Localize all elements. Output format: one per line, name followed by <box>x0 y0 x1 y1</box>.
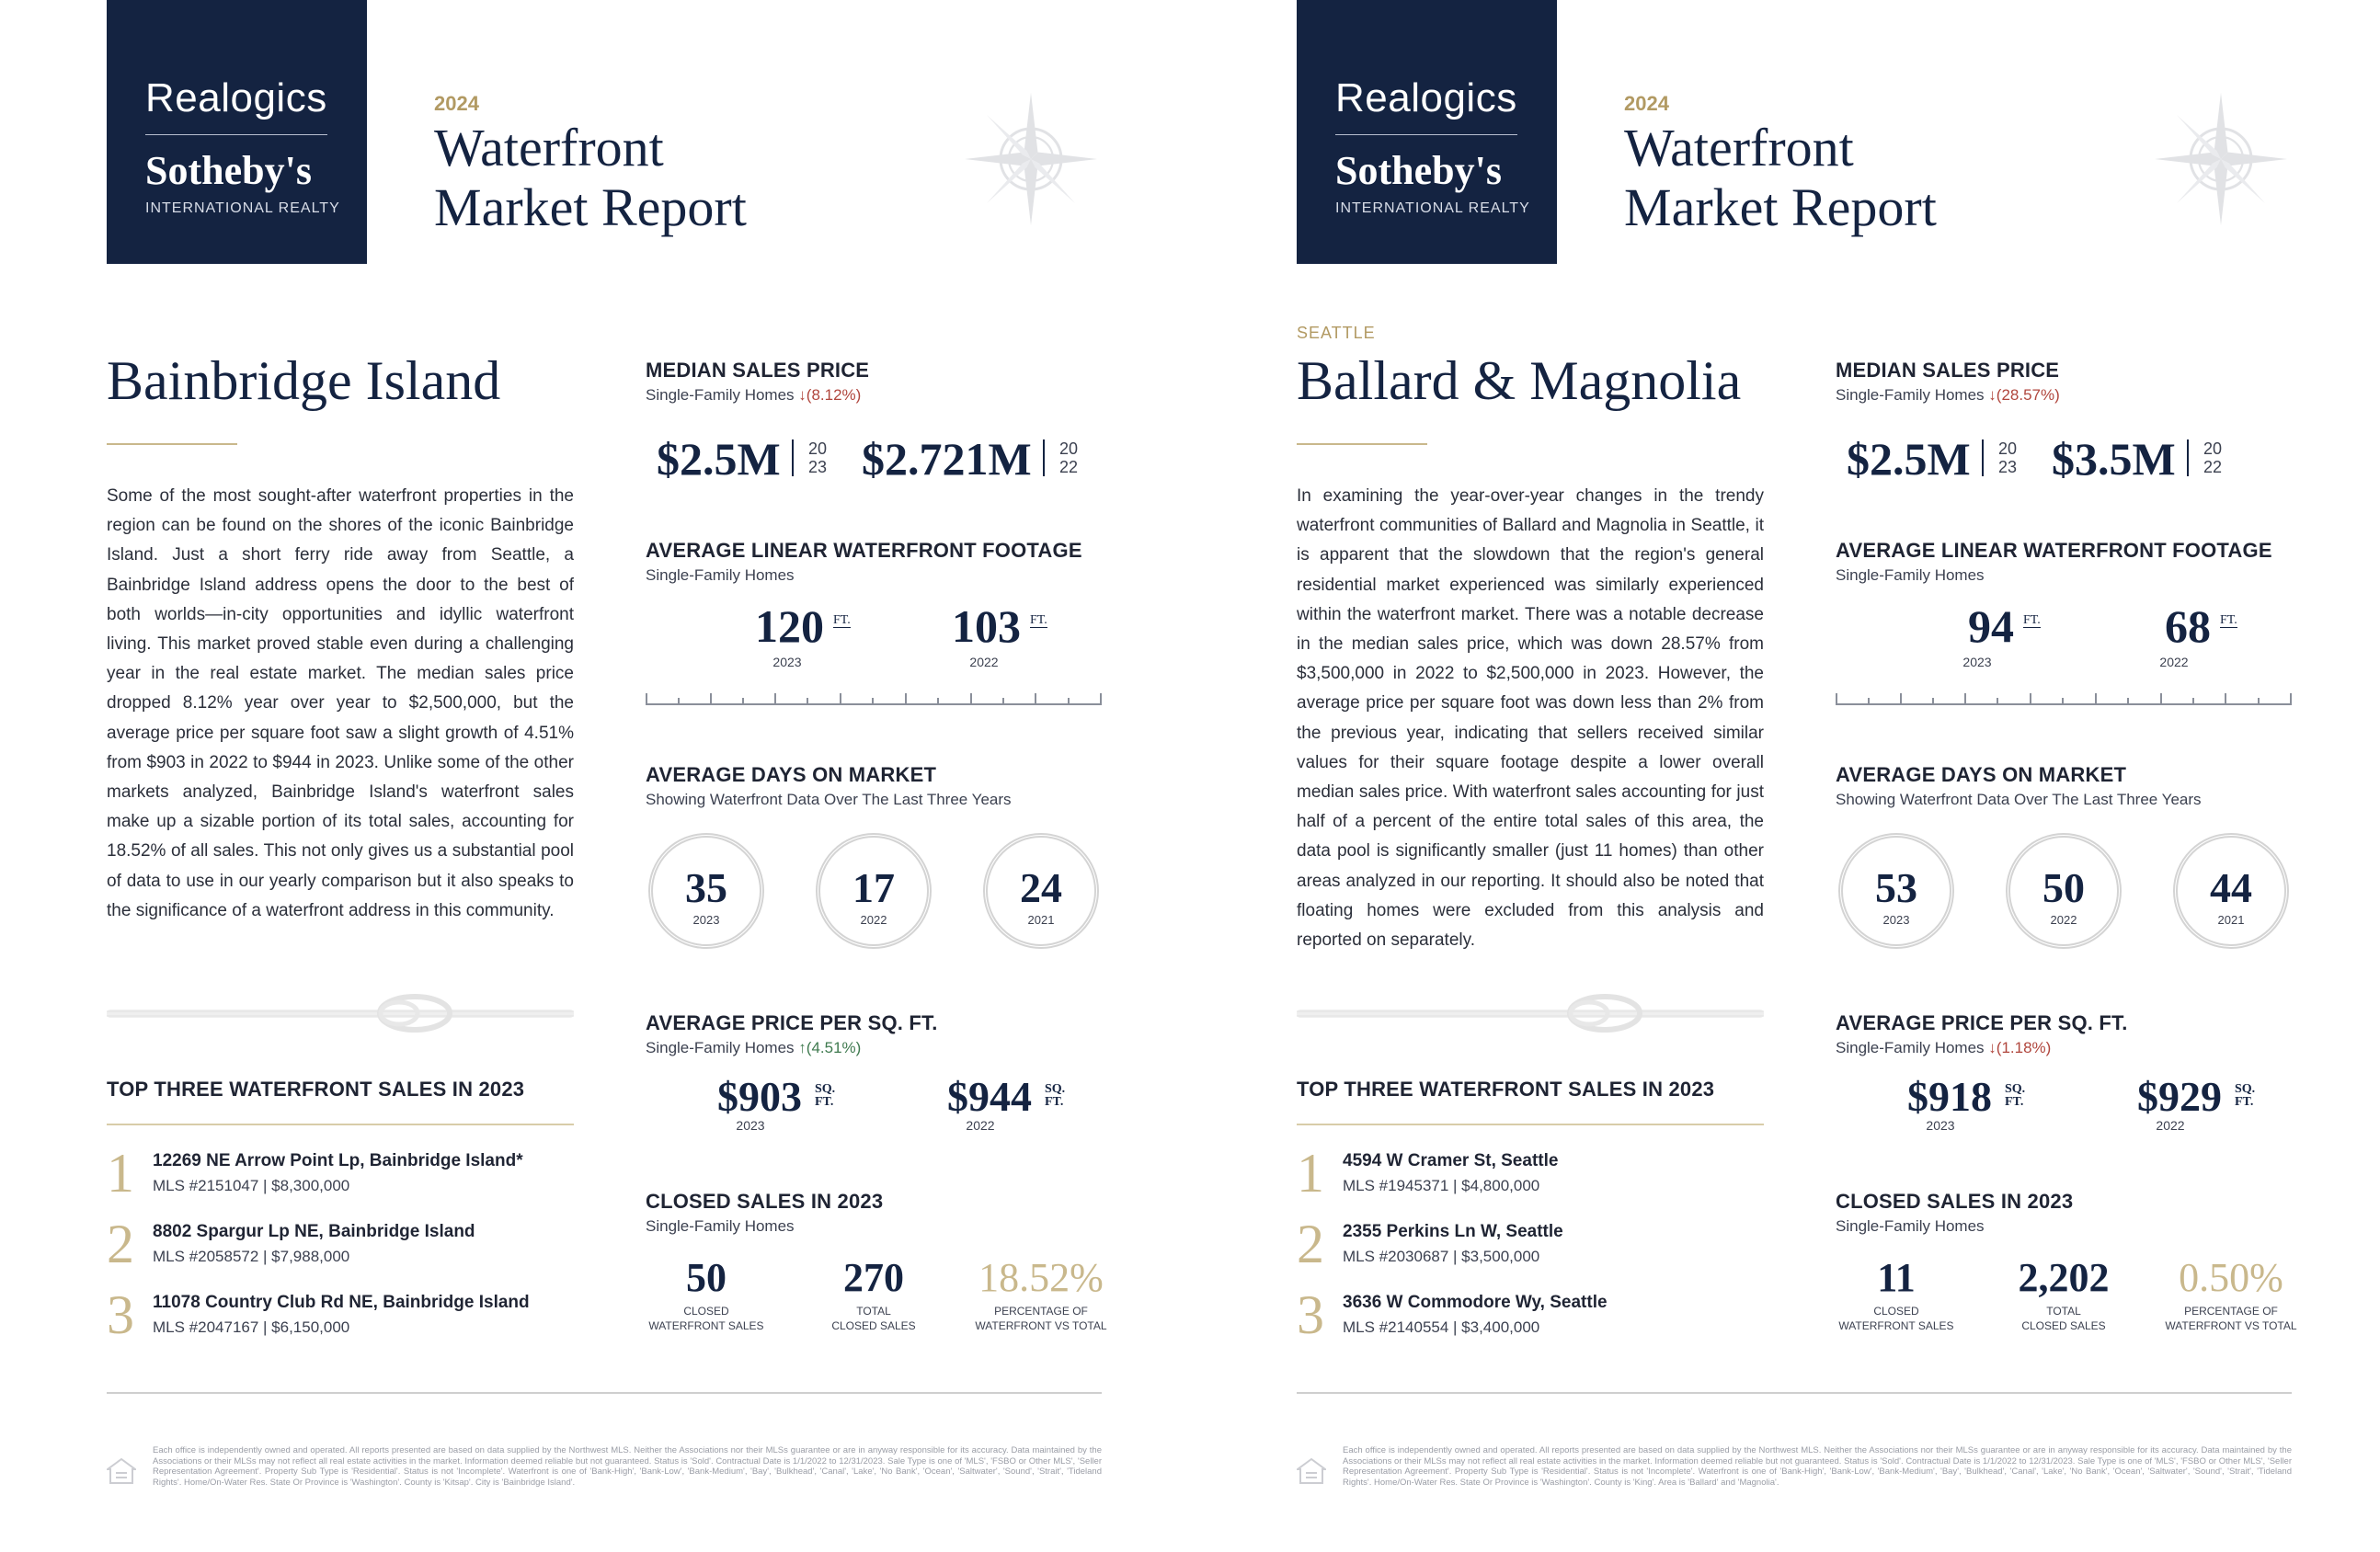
year-top: 20 <box>808 439 828 458</box>
realogics-sothebys-logo <box>107 0 367 264</box>
median-subtitle-text: Single-Family Homes <box>646 386 795 404</box>
days-value: 17 <box>852 864 895 911</box>
area-name: Bainbridge Island <box>107 350 501 411</box>
report-title-line1: Waterfront <box>1624 118 1854 177</box>
report-title-line2: Market Report <box>434 177 747 237</box>
label-line: WATERFRONT SALES <box>648 1319 764 1332</box>
label-line: CLOSED SALES <box>831 1319 916 1332</box>
days-value: 35 <box>685 864 727 911</box>
report-year: 2024 <box>1624 92 1669 115</box>
footage-value-2023: 94 <box>1968 600 2014 652</box>
top-sale-item <box>1297 1143 1775 1204</box>
median-year-2022 <box>2187 439 2222 476</box>
footage-value-2023: 120 <box>755 600 824 652</box>
closed-subtitle: Single-Family Homes <box>1836 1217 1985 1235</box>
equal-housing-icon <box>107 1458 136 1484</box>
top-sales-title: TOP THREE WATERFRONT SALES IN 2023 <box>107 1078 525 1101</box>
unit-top: SQ. <box>815 1082 836 1096</box>
unit-top: SQ. <box>1045 1082 1066 1096</box>
ppsf-value-2023: $903 <box>717 1073 802 1120</box>
closed-title: CLOSED SALES IN 2023 <box>646 1190 884 1213</box>
label-line: TOTAL <box>2046 1305 2081 1318</box>
ppsf-year-2022: 2022 <box>2156 1118 2185 1133</box>
report-title-line2: Market Report <box>1624 177 1937 237</box>
sale-mls: MLS #2047167 | $6,150,000 <box>153 1318 350 1336</box>
logo-sothebys: Sotheby's <box>1335 148 1502 193</box>
legal-disclaimer: Each office is independently owned and operated. All reports presented are based on data supplied by the Northwest MLS. Neither the Associations nor their MLSs guarantee or are in anyway responsible for its accuracy. Data maintained by the Associations or their MLSs may not reflect all real estate activities in the market. Information deemed reliable but not guaranteed. Status is 'Sold'. Contractual Date is 1/1/2022 to 12/31/2023. Sale Type is one of 'MLS', 'FSBO or Other MLS', 'Seller Representation Agreement'. Property Sub Type is 'Residential'. Status is not 'Incomplete'. Waterfront is one of 'Bank-High', 'Bank-Low', 'Bank-Medium', 'Bay', 'Bulkhead', 'Canal', 'Lake', 'No Bank', 'Ocean', 'Saltwater', 'Sound', 'Strait', 'Tideland Rights'. Home/On-Water Res. State Or Province is 'Washington'. County is 'King'. Area is 'Ballard' and 'Magnolia'. <box>1343 1445 2292 1488</box>
sale-address: 12269 NE Arrow Point Lp, Bainbridge Island* <box>153 1151 523 1170</box>
area-name: Ballard & Magnolia <box>1297 350 1742 411</box>
footage-title: AVERAGE LINEAR WATERFRONT FOOTAGE <box>646 539 1082 562</box>
rope-knot-icon <box>1297 991 1764 1035</box>
waterfront-percentage-value: 18.52% <box>978 1255 1104 1300</box>
ppsf-change: ↑(4.51%) <box>798 1039 862 1056</box>
ppsf-subtitle <box>1836 1039 2051 1057</box>
days-value: 53 <box>1875 864 1917 911</box>
median-year-2022 <box>1043 439 1078 476</box>
closed-waterfront-label <box>1804 1304 1988 1333</box>
label-line: CLOSED <box>1873 1305 1919 1318</box>
compass-rose-icon <box>962 90 1100 228</box>
median-value-2023: $2.5M <box>1847 433 1971 485</box>
label-line: PERCENTAGE OF <box>2184 1305 2278 1318</box>
top-sales-rule <box>107 1124 574 1125</box>
total-closed-value: 270 <box>843 1255 904 1300</box>
footage-value-2022: 103 <box>952 600 1021 652</box>
footer-rule <box>107 1392 1102 1394</box>
top-sale-item <box>1297 1284 1775 1345</box>
days-circle <box>648 833 764 949</box>
days-circle <box>1838 833 1954 949</box>
ppsf-unit <box>1045 1083 1065 1109</box>
closed-title: CLOSED SALES IN 2023 <box>1836 1190 2074 1213</box>
unit-bottom: FT. <box>1045 1095 1064 1109</box>
footer-rule <box>1297 1392 2292 1394</box>
closed-waterfront-value: 11 <box>1877 1255 1916 1300</box>
footage-year-2022: 2022 <box>2159 655 2189 669</box>
closed-waterfront-label <box>614 1304 798 1333</box>
sale-address: 8802 Spargur Lp NE, Bainbridge Island <box>153 1222 475 1241</box>
median-value-2022: $3.5M <box>2052 433 2176 485</box>
legal-disclaimer: Each office is independently owned and operated. All reports presented are based on data supplied by the Northwest MLS. Neither the Associations nor their MLSs guarantee or are in anyway responsible for its accuracy. Data maintained by the Associations or their MLSs may not reflect all real estate activities in the market. Information deemed reliable but not guaranteed. Status is 'Sold'. Contractual Date is 1/1/2022 to 12/31/2023. Sale Type is one of 'MLS', 'FSBO or Other MLS', 'Seller Representation Agreement'. Property Sub Type is 'Residential'. Status is not 'Incomplete'. Waterfront is one of 'Bank-High', 'Bank-Low', 'Bank-Medium', 'Bay', 'Bulkhead', 'Canal', 'Lake', 'No Bank', 'Ocean', 'Saltwater', 'Sound', 'Strait', 'Tideland Rights'. Home/On-Water Res. State Or Province is 'Washington'. County is 'Kitsap'. City is 'Bainbridge Island'. <box>153 1445 1102 1488</box>
days-subtitle: Showing Waterfront Data Over The Last Three Years <box>646 791 1012 808</box>
ppsf-value-2022: $944 <box>947 1073 1032 1120</box>
total-closed-label <box>1972 1304 2156 1333</box>
rope-knot-icon <box>107 991 574 1035</box>
top-sale-item <box>107 1214 585 1274</box>
label-line: CLOSED SALES <box>2021 1319 2106 1332</box>
days-year: 2022 <box>860 913 887 927</box>
unit-bottom: FT. <box>815 1095 834 1109</box>
closed-subtitle: Single-Family Homes <box>646 1217 795 1235</box>
median-price-title: MEDIAN SALES PRICE <box>646 359 870 382</box>
days-year: 2023 <box>692 913 720 927</box>
ppsf-value-2023: $918 <box>1907 1073 1992 1120</box>
unit-top: SQ. <box>2005 1082 2026 1096</box>
title-rule <box>107 443 237 445</box>
sale-address: 3636 W Commodore Wy, Seattle <box>1343 1293 1608 1312</box>
ruler-scale-icon <box>1836 693 2292 706</box>
days-circle <box>2173 833 2289 949</box>
ppsf-unit <box>2235 1083 2255 1109</box>
logo-international-realty: INTERNATIONAL REALTY <box>145 200 340 216</box>
ppsf-unit <box>2005 1083 2025 1109</box>
report-title <box>1624 118 1937 237</box>
footage-unit: FT. <box>2220 613 2237 627</box>
sale-mls: MLS #2030687 | $3,500,000 <box>1343 1248 1540 1265</box>
top-sales-rule <box>1297 1124 1764 1125</box>
logo-realogics: Realogics <box>1335 75 1517 120</box>
sale-mls: MLS #2058572 | $7,988,000 <box>153 1248 350 1265</box>
top-sale-item <box>107 1284 585 1345</box>
report-title <box>434 118 747 237</box>
top-sales-title: TOP THREE WATERFRONT SALES IN 2023 <box>1297 1078 1715 1101</box>
title-rule <box>1297 443 1427 445</box>
report-page-ballard-magnolia <box>1190 0 2380 1552</box>
days-circle <box>983 833 1099 949</box>
median-year-2023 <box>792 439 827 476</box>
waterfront-percentage-value: 0.50% <box>2179 1255 2283 1300</box>
logo-realogics: Realogics <box>145 75 327 120</box>
area-description: Some of the most sought-after waterfront properties in the region can be found on the shores of the iconic Bainbridge Island. Just a short ferry ride away from Seattle, a Bainbridge Island address opens the door to the best of both worlds—in-city opportunities and idyllic waterfront living. This market proved stable even during a challenging year in the real estate market. The median sales price dropped 8.12% year over year to $2,500,000, but the average price per square foot saw a slight growth of 4.51% from $903 in 2022 to $944 in 2023. Unlike some of the other markets analyzed, Bainbridge Island's waterfront sales make up a sizable portion of its total sales, accounting for 18.52% of all sales. This not only gives us a substantial pool of data to use in our yearly comparison but it also speaks to the significance of a waterfront address in this community. <box>107 486 574 920</box>
year-bottom: 23 <box>1998 458 2018 476</box>
days-year: 2021 <box>1027 913 1055 927</box>
days-subtitle: Showing Waterfront Data Over The Last Three Years <box>1836 791 2202 808</box>
label-line: TOTAL <box>856 1305 891 1318</box>
days-value: 50 <box>2042 864 2085 911</box>
closed-waterfront-value: 50 <box>686 1255 727 1300</box>
days-title: AVERAGE DAYS ON MARKET <box>646 763 937 786</box>
ppsf-unit <box>815 1083 835 1109</box>
waterfront-percentage-label <box>2139 1304 2323 1333</box>
label-line: PERCENTAGE OF <box>994 1305 1088 1318</box>
waterfront-percentage-label <box>949 1304 1133 1333</box>
ppsf-subtitle-text: Single-Family Homes <box>1836 1039 1985 1056</box>
compass-rose-icon <box>2152 90 2290 228</box>
footage-year-2023: 2023 <box>772 655 802 669</box>
footage-year-2023: 2023 <box>1962 655 1992 669</box>
ppsf-title: AVERAGE PRICE PER SQ. FT. <box>646 1011 938 1034</box>
area-kicker: SEATTLE <box>1297 324 1376 342</box>
ppsf-title: AVERAGE PRICE PER SQ. FT. <box>1836 1011 2128 1034</box>
total-closed-label <box>782 1304 966 1333</box>
year-top: 20 <box>1059 439 1079 458</box>
median-price-title: MEDIAN SALES PRICE <box>1836 359 2060 382</box>
median-price-subtitle <box>646 386 861 405</box>
year-top: 20 <box>2203 439 2223 458</box>
days-year: 2021 <box>2217 913 2245 927</box>
total-closed-value: 2,202 <box>2018 1255 2110 1300</box>
label-line: WATERFRONT VS TOTAL <box>2165 1319 2297 1332</box>
sale-rank: 1 <box>1297 1143 1324 1204</box>
unit-bottom: FT. <box>2235 1095 2254 1109</box>
ppsf-change: ↓(1.18%) <box>1988 1039 2052 1056</box>
footage-unit: FT. <box>1030 613 1047 627</box>
sale-mls: MLS #2140554 | $3,400,000 <box>1343 1318 1540 1336</box>
median-value-2022: $2.721M <box>862 433 1032 485</box>
ruler-scale-icon <box>646 693 1102 706</box>
year-bottom: 22 <box>2203 458 2223 476</box>
label-line: CLOSED <box>683 1305 729 1318</box>
logo-divider <box>145 134 327 135</box>
median-year-2023 <box>1982 439 2017 476</box>
median-change: ↓(8.12%) <box>798 386 862 404</box>
sale-rank: 3 <box>1297 1284 1324 1345</box>
area-description: In examining the year-over-year changes in the trendy waterfront communities of Ballard and Magnolia in Seattle, it is apparent that the slowdown that the region's general residential market experienced was similarly experienced within the waterfront market. There was a notable decrease in the median sales price, which was down 28.57% from $3,500,000 in 2022 to $2,500,000 in 2023. However, the average price per square foot was down less than 2% from the previous year, indicating that sellers received similar values for their square footage despite a lower overall median sales price. With waterfront sales accounting for just half of a percent of the entire total sales of this area, the data pool is significantly smaller (just 11 homes) than other areas analyzed in our reporting. It should also be noted that floating homes were excluded from this analysis and reported on separately. <box>1297 486 1764 951</box>
report-title-line1: Waterfront <box>434 118 664 177</box>
median-change: ↓(28.57%) <box>1988 386 2060 404</box>
year-bottom: 23 <box>808 458 828 476</box>
median-price-subtitle <box>1836 386 2060 405</box>
footage-year-2022: 2022 <box>969 655 999 669</box>
days-value: 24 <box>1020 864 1062 911</box>
footage-unit: FT. <box>833 613 851 627</box>
unit-top: SQ. <box>2235 1082 2256 1096</box>
sale-address: 2355 Perkins Ln W, Seattle <box>1343 1222 1563 1241</box>
unit-bottom: FT. <box>2005 1095 2024 1109</box>
sale-rank: 2 <box>107 1214 134 1274</box>
sale-mls: MLS #2151047 | $8,300,000 <box>153 1177 350 1194</box>
ppsf-subtitle-text: Single-Family Homes <box>646 1039 795 1056</box>
equal-housing-icon <box>1297 1458 1326 1484</box>
sale-rank: 2 <box>1297 1214 1324 1274</box>
label-line: WATERFRONT SALES <box>1838 1319 1954 1332</box>
sale-rank: 1 <box>107 1143 134 1204</box>
realogics-sothebys-logo <box>1297 0 1557 264</box>
sale-rank: 3 <box>107 1284 134 1345</box>
median-subtitle-text: Single-Family Homes <box>1836 386 1985 404</box>
logo-international-realty: INTERNATIONAL REALTY <box>1335 200 1530 216</box>
days-year: 2022 <box>2050 913 2077 927</box>
ppsf-value-2022: $929 <box>2137 1073 2222 1120</box>
top-sale-item <box>1297 1214 1775 1274</box>
footage-subtitle: Single-Family Homes <box>1836 566 1985 584</box>
footage-unit: FT. <box>2023 613 2041 627</box>
ppsf-year-2023: 2023 <box>1926 1118 1955 1133</box>
days-value: 44 <box>2210 864 2252 911</box>
ppsf-subtitle <box>646 1039 861 1057</box>
logo-divider <box>1335 134 1517 135</box>
median-value-2023: $2.5M <box>657 433 781 485</box>
year-top: 20 <box>1998 439 2018 458</box>
ppsf-year-2022: 2022 <box>966 1118 995 1133</box>
report-year: 2024 <box>434 92 479 115</box>
year-bottom: 22 <box>1059 458 1079 476</box>
label-line: WATERFRONT VS TOTAL <box>975 1319 1107 1332</box>
days-year: 2023 <box>1882 913 1910 927</box>
footage-subtitle: Single-Family Homes <box>646 566 795 584</box>
logo-sothebys: Sotheby's <box>145 148 312 193</box>
sale-mls: MLS #1945371 | $4,800,000 <box>1343 1177 1540 1194</box>
ppsf-year-2023: 2023 <box>736 1118 765 1133</box>
days-circle <box>816 833 932 949</box>
top-sale-item <box>107 1143 585 1204</box>
footage-value-2022: 68 <box>2165 600 2211 652</box>
days-title: AVERAGE DAYS ON MARKET <box>1836 763 2127 786</box>
footage-title: AVERAGE LINEAR WATERFRONT FOOTAGE <box>1836 539 2272 562</box>
sale-address: 4594 W Cramer St, Seattle <box>1343 1151 1559 1170</box>
days-circle <box>2006 833 2122 949</box>
sale-address: 11078 Country Club Rd NE, Bainbridge Island <box>153 1293 530 1312</box>
